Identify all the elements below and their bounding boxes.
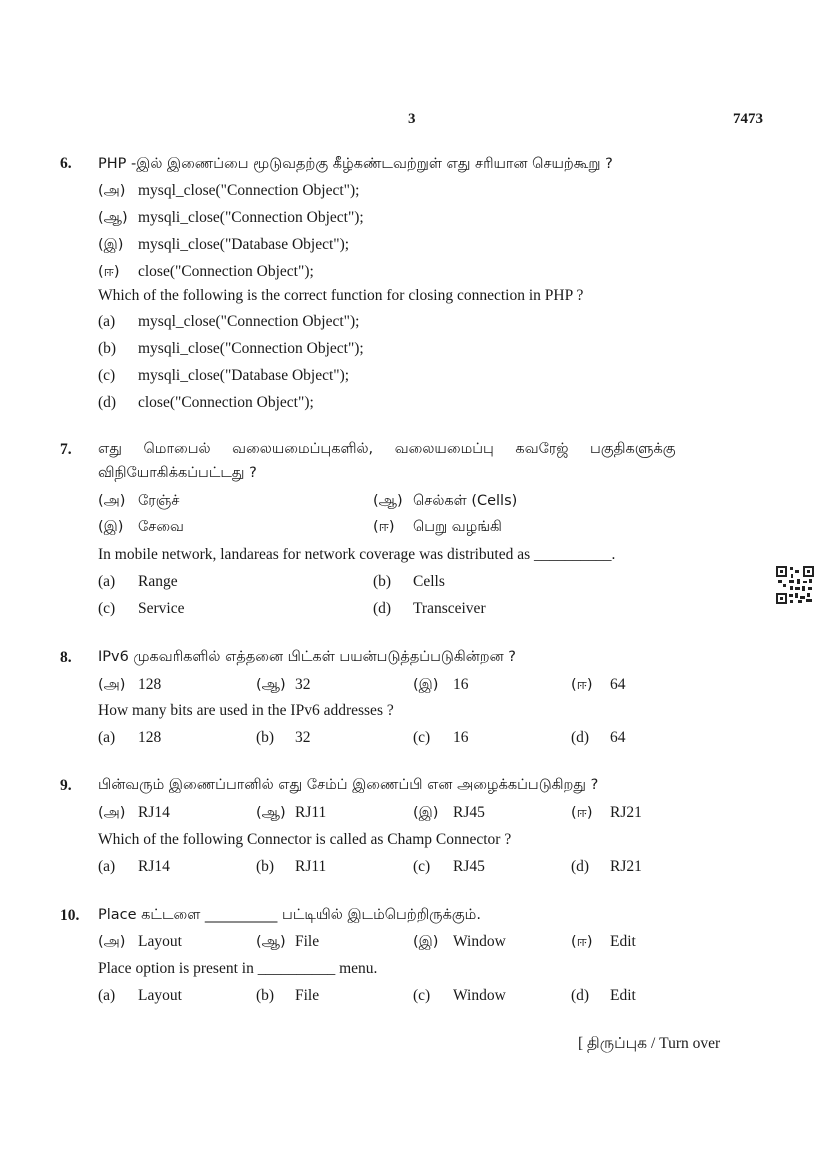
qr-code <box>776 566 814 604</box>
option-label: (ஈ) <box>571 805 593 821</box>
option-label: (c) <box>98 367 116 384</box>
option-text: 128 <box>138 729 162 746</box>
option-label: (a) <box>98 573 116 590</box>
option-label: (இ) <box>98 519 124 535</box>
question-text-english: Which of the following Connector is called as Champ Connector ? <box>98 831 512 848</box>
option-label: (இ) <box>413 805 439 821</box>
question-text-tamil: எது மொபைல் வலையமைப்புகளில், வலையமைப்பு கவரேஜ் பகுதிகளுக்கு <box>98 441 676 457</box>
option-label: (ஆ) <box>256 934 286 950</box>
option-label: (c) <box>413 858 431 875</box>
turn-over-note: [ திருப்புக / Turn over <box>578 1035 721 1052</box>
option-label: (அ) <box>98 805 126 821</box>
question-text-english: Which of the following is the correct function for closing connection in PHP ? <box>98 287 584 304</box>
option-text: mysql_close("Connection Object"); <box>138 182 360 199</box>
option-text: Range <box>138 573 178 590</box>
option-label: (c) <box>98 600 116 617</box>
option-text: File <box>295 933 320 950</box>
option-text: 16 <box>453 676 469 693</box>
question-text-english: In mobile network, landareas for network coverage was distributed as __________. <box>98 546 616 563</box>
option-label: (அ) <box>98 493 126 509</box>
question-number: 7. <box>60 441 72 458</box>
option-label: (இ) <box>413 934 439 950</box>
option-text: mysqli_close("Connection Object"); <box>138 340 364 357</box>
option-text: Edit <box>610 933 636 950</box>
option-text: செல்கள் (Cells) <box>413 493 518 509</box>
paper-code: 7473 <box>733 111 763 127</box>
option-label: (ஈ) <box>571 934 593 950</box>
option-label: (ஆ) <box>98 210 128 226</box>
option-text: RJ14 <box>138 804 170 821</box>
option-label: (d) <box>571 987 590 1004</box>
question-text-tamil-continued: விநியோகிக்கப்பட்டது ? <box>98 465 257 481</box>
question-text-tamil: PHP -இல் இணைப்பை மூடுவதற்கு கீழ்கண்டவற்றுள் எது சரியான செயற்கூறு ? <box>98 156 613 172</box>
option-label: (அ) <box>98 677 126 693</box>
question-text-english: Place option is present in __________ menu. <box>98 960 378 977</box>
option-text: 16 <box>453 729 469 746</box>
option-label: (c) <box>413 729 431 746</box>
option-text: mysqli_close("Connection Object"); <box>138 209 364 226</box>
question-number: 8. <box>60 649 72 666</box>
question-text-tamil: IPv6 முகவரிகளில் எத்தனை பிட்கள் பயன்படுத்தப்படுகின்றன ? <box>98 649 517 665</box>
option-label: (a) <box>98 729 116 746</box>
option-label: (ஈ) <box>373 519 395 535</box>
option-text: ரேஞ்ச் <box>138 493 180 509</box>
question-number: 10. <box>60 907 80 924</box>
option-label: (ஈ) <box>98 264 120 280</box>
question-number: 9. <box>60 777 72 794</box>
option-text: RJ45 <box>453 804 485 821</box>
page-number: 3 <box>408 111 416 127</box>
option-text: Edit <box>610 987 636 1004</box>
option-text: 32 <box>295 676 311 693</box>
option-label: (அ) <box>98 183 126 199</box>
option-label: (b) <box>373 573 392 590</box>
option-text: 32 <box>295 729 311 746</box>
option-label: (இ) <box>413 677 439 693</box>
option-label: (d) <box>373 600 392 617</box>
option-label: (d) <box>571 729 590 746</box>
option-label: (b) <box>256 987 275 1004</box>
option-text: RJ45 <box>453 858 485 875</box>
option-label: (b) <box>256 729 275 746</box>
option-text: mysqli_close("Database Object"); <box>138 367 350 384</box>
option-label: (d) <box>98 394 117 411</box>
option-label: (இ) <box>98 237 124 253</box>
option-text: RJ21 <box>610 858 642 875</box>
option-text: Transceiver <box>413 600 486 617</box>
question-number: 6. <box>60 155 72 172</box>
option-text: Window <box>453 987 506 1004</box>
option-text: 128 <box>138 676 162 693</box>
option-text: Cells <box>413 573 445 590</box>
question-text-english: How many bits are used in the IPv6 addresses ? <box>98 702 394 719</box>
option-text: Window <box>453 933 506 950</box>
option-label: (ஆ) <box>256 677 286 693</box>
option-text: சேவை <box>138 519 184 535</box>
option-label: (a) <box>98 313 116 330</box>
option-label: (ஆ) <box>373 493 403 509</box>
option-label: (d) <box>571 858 590 875</box>
option-label: (a) <box>98 987 116 1004</box>
option-text: RJ11 <box>295 858 327 875</box>
option-text: 64 <box>610 729 626 746</box>
option-text: Layout <box>138 987 182 1004</box>
option-text: mysqli_close("Database Object"); <box>138 236 350 253</box>
option-text: RJ14 <box>138 858 170 875</box>
option-text: பெறு வழங்கி <box>413 519 502 535</box>
option-text: 64 <box>610 676 626 693</box>
option-text: Service <box>138 600 185 617</box>
option-text: close("Connection Object"); <box>138 263 314 280</box>
option-text: Layout <box>138 933 182 950</box>
option-text: RJ11 <box>295 804 327 821</box>
option-label: (அ) <box>98 934 126 950</box>
option-label: (b) <box>98 340 117 357</box>
option-label: (ஈ) <box>571 677 593 693</box>
option-text: RJ21 <box>610 804 642 821</box>
option-label: (c) <box>413 987 431 1004</box>
option-label: (b) <box>256 858 275 875</box>
option-text: File <box>295 987 320 1004</box>
question-text-tamil: Place கட்டளை __________ பட்டியில் இடம்பெற்றிருக்கும். <box>98 907 481 923</box>
option-text: mysql_close("Connection Object"); <box>138 313 360 330</box>
option-label: (ஆ) <box>256 805 286 821</box>
question-text-tamil: பின்வரும் இணைப்பானில் எது சேம்ப் இணைப்பி என அழைக்கப்படுகிறது ? <box>98 777 599 793</box>
option-label: (a) <box>98 858 116 875</box>
option-text: close("Connection Object"); <box>138 394 314 411</box>
